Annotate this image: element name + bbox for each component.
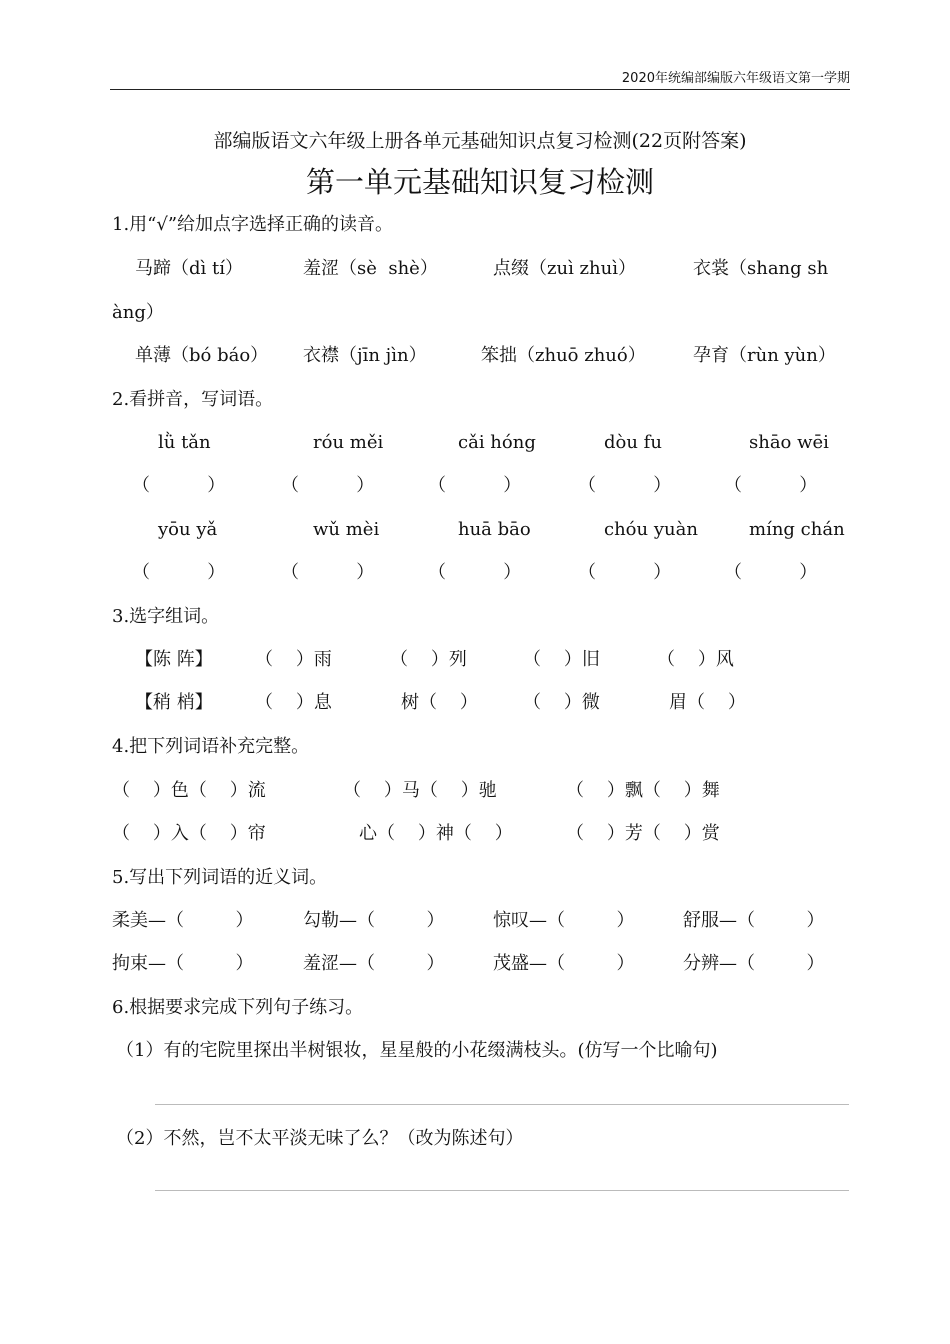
answer-box[interactable]: （ ）: [132, 562, 226, 583]
q1-prompt: 1.用“√”给加点字选择正确的读音。: [112, 214, 394, 235]
q1-item: 衣裳（shang sh: [693, 258, 829, 279]
answer-box[interactable]: （ ）: [724, 562, 818, 583]
q1-item: 羞涩（sè shè）: [303, 258, 438, 279]
synonym-blank[interactable]: 拘束—（ ）: [112, 953, 254, 974]
char-choice: 【陈 阵】: [135, 649, 213, 670]
idiom-blank[interactable]: （ ）入（ ）帘: [112, 823, 266, 844]
q1-item-wrap: àng）: [112, 302, 164, 323]
q6-item-1: （1）有的宅院里探出半树银妆，星星般的小花缀满枝头。(仿写一个比喻句): [116, 1040, 718, 1061]
q5-prompt: 5.写出下列词语的近义词。: [112, 867, 328, 888]
fill-blank[interactable]: （ ）雨: [255, 649, 332, 670]
unit-title: 第一单元基础知识复习检测: [305, 165, 654, 199]
q1-item: 马蹄（dì tí）: [135, 258, 243, 279]
fill-blank[interactable]: （ ）风: [657, 649, 734, 670]
pinyin: lǜ tǎn: [158, 432, 211, 453]
synonym-blank[interactable]: 惊叹—（ ）: [493, 910, 635, 931]
pinyin: cǎi hóng: [458, 432, 536, 453]
synonym-blank[interactable]: 勾勒—（ ）: [303, 910, 445, 931]
page-header: 2020年统编部编版六年级语文第一学期: [110, 72, 850, 90]
answer-box[interactable]: （ ）: [724, 475, 818, 496]
synonym-blank[interactable]: 分辨—（ ）: [683, 953, 825, 974]
synonym-blank[interactable]: 茂盛—（ ）: [493, 953, 635, 974]
q4-prompt: 4.把下列词语补充完整。: [112, 736, 310, 757]
idiom-blank[interactable]: （ ）芳（ ）赏: [566, 823, 720, 844]
pinyin: wǔ mèi: [313, 519, 380, 540]
fill-blank[interactable]: 树（ ）: [401, 692, 478, 713]
pinyin: chóu yuàn: [604, 519, 698, 540]
answer-box[interactable]: （ ）: [428, 562, 522, 583]
pinyin: míng chán: [749, 519, 845, 540]
synonym-blank[interactable]: 羞涩—（ ）: [303, 953, 445, 974]
q1-item: 单薄（bó báo）: [135, 345, 269, 366]
q2-prompt: 2.看拼音，写词语。: [112, 389, 274, 410]
answer-line[interactable]: [155, 1190, 849, 1191]
q3-prompt: 3.选字组词。: [112, 606, 220, 627]
char-choice: 【稍 梢】: [135, 692, 213, 713]
answer-box[interactable]: （ ）: [281, 562, 375, 583]
document-subtitle: 部编版语文六年级上册各单元基础知识点复习检测(22页附答案): [213, 130, 747, 152]
q1-item: 孕育（rùn yùn）: [693, 345, 836, 366]
synonym-blank[interactable]: 柔美—（ ）: [112, 910, 254, 931]
fill-blank[interactable]: （ ）旧: [523, 649, 600, 670]
pinyin: yōu yǎ: [158, 519, 218, 540]
idiom-blank[interactable]: （ ）飘（ ）舞: [566, 780, 720, 801]
fill-blank[interactable]: 眉（ ）: [669, 692, 746, 713]
synonym-blank[interactable]: 舒服—（ ）: [683, 910, 825, 931]
pinyin: shāo wēi: [749, 432, 829, 453]
q6-prompt: 6.根据要求完成下列句子练习。: [112, 997, 364, 1018]
answer-box[interactable]: （ ）: [578, 562, 672, 583]
answer-line[interactable]: [155, 1104, 849, 1105]
idiom-blank[interactable]: （ ）马（ ）驰: [343, 780, 497, 801]
q1-item: 点缀（zuì zhuì）: [493, 258, 636, 279]
q1-item: 衣襟（jīn jìn）: [303, 345, 427, 366]
fill-blank[interactable]: （ ）微: [523, 692, 600, 713]
q1-item: 笨拙（zhuō zhuó）: [481, 345, 646, 366]
answer-box[interactable]: （ ）: [428, 475, 522, 496]
idiom-blank[interactable]: 心（ ）神（ ）: [359, 823, 513, 844]
pinyin: dòu fu: [604, 432, 662, 453]
answer-box[interactable]: （ ）: [578, 475, 672, 496]
answer-box[interactable]: （ ）: [281, 475, 375, 496]
pinyin: huā bāo: [458, 519, 531, 540]
fill-blank[interactable]: （ ）列: [390, 649, 467, 670]
fill-blank[interactable]: （ ）息: [255, 692, 332, 713]
answer-box[interactable]: （ ）: [132, 475, 226, 496]
pinyin: róu měi: [313, 432, 384, 453]
q6-item-2: （2）不然，岂不太平淡无味了么？（改为陈述句）: [116, 1128, 524, 1149]
idiom-blank[interactable]: （ ）色（ ）流: [112, 780, 266, 801]
